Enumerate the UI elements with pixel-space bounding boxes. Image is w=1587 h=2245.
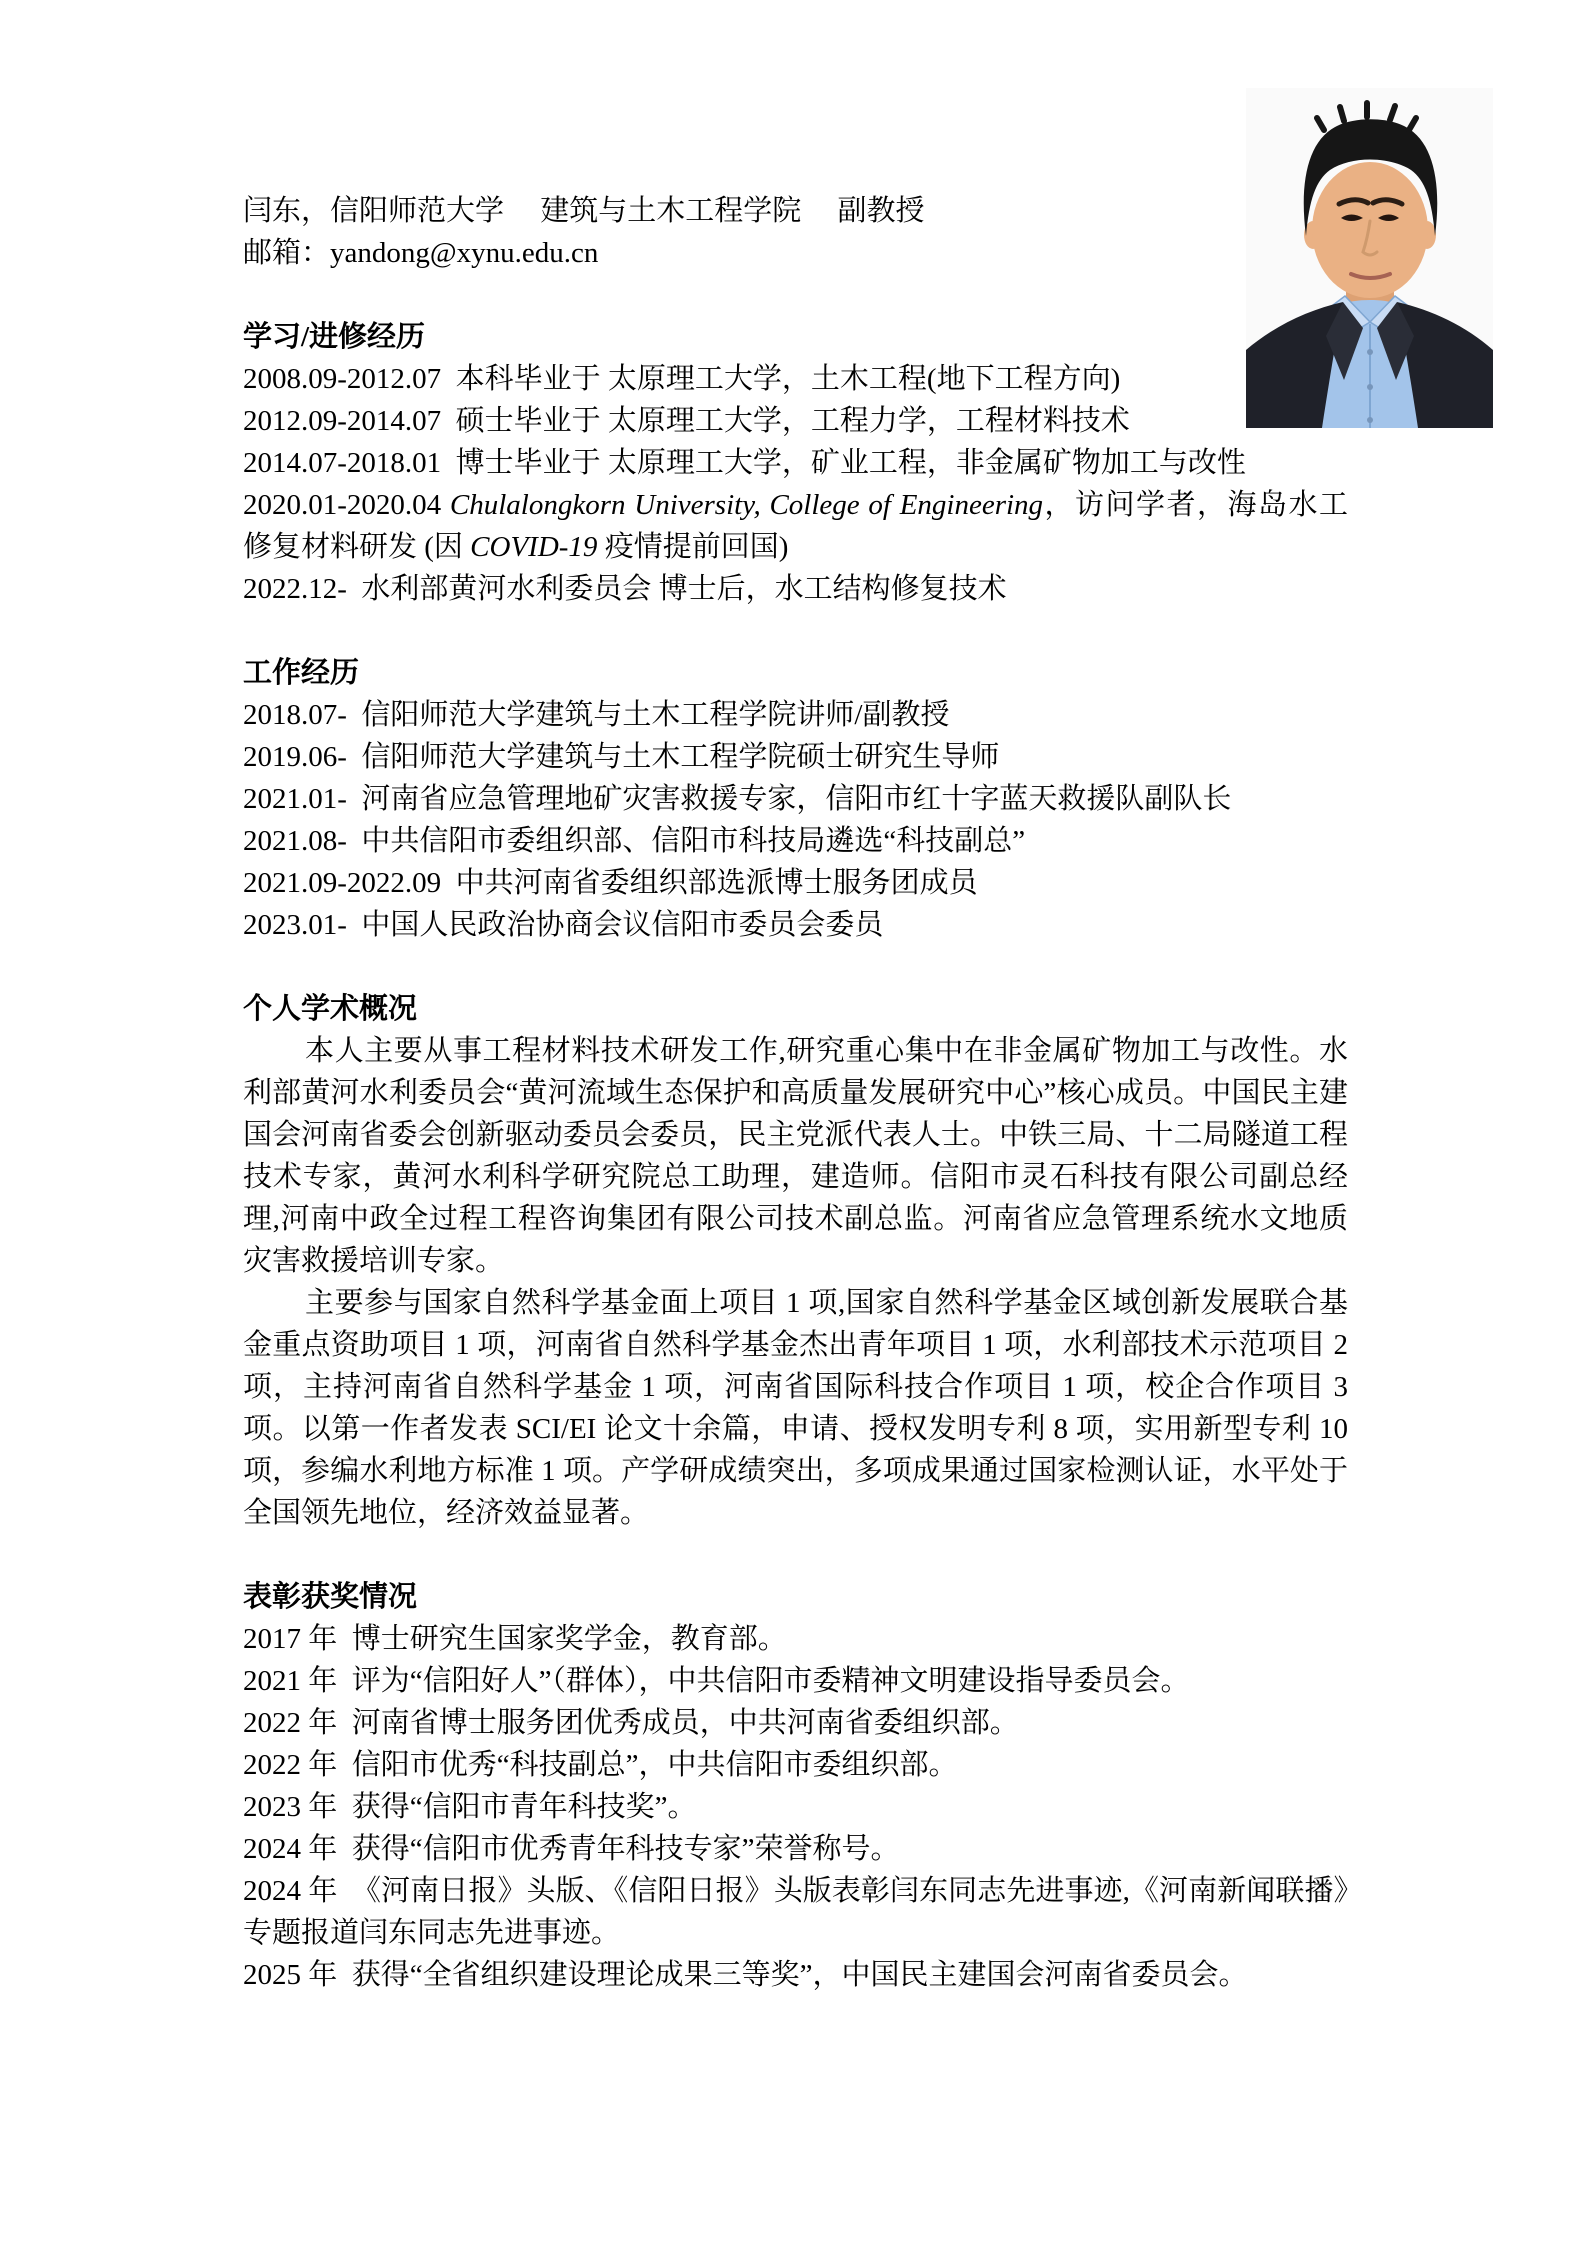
section-education bbox=[243, 316, 1348, 610]
academic-paragraph: 本人主要从事工程材料技术研发工作,研究重心集中在非金属矿物加工与改性。水利部黄河水利委员会“黄河流域生态保护和高质量发展研究中心”核心成员。中国民主建国会河南省委会创新驱动委员会委员，民主党派代表人士。中铁三局、十二局隧道工程技术专家，黄河水利科学研究院总工助理，建造师。信阳市灵石科技有限公司副总经理,河南中政全过程工程咨询集团有限公司技术副总监。河南省应急管理系统水文地质灾害救援培训专家。 bbox=[243, 1035, 1348, 1277]
work-entry: 2021.08- 中共信阳市委组织部、信阳市科技局遴选“科技副总” bbox=[243, 825, 1026, 857]
education-entry: 2022.12- 水利部黄河水利委员会 博士后，水工结构修复技术 bbox=[243, 573, 1007, 605]
award-entries bbox=[243, 1618, 1348, 1996]
resume-content bbox=[243, 190, 1348, 1996]
award-entry: 2025 年 获得“全省组织建设理论成果三等奖”，中国民主建国会河南省委员会。 bbox=[243, 1959, 1248, 1991]
text-run: ，访问学者，海岛水工修复材料研发 (因 bbox=[243, 489, 1348, 563]
section-academic-overview bbox=[243, 988, 1348, 1534]
shirt-button bbox=[1367, 417, 1373, 423]
text-run: 疫情提前回国) bbox=[597, 531, 789, 563]
shirt-button bbox=[1367, 384, 1373, 390]
section-awards bbox=[243, 1576, 1348, 1996]
education-entries bbox=[243, 358, 1348, 610]
text-run: 2020.01-2020.04 bbox=[243, 489, 450, 521]
academic-paragraph: 主要参与国家自然科学基金面上项目 1 项,国家自然科学基金区域创新发展联合基金重点资助项目 1 项，河南省自然科学基金杰出青年项目 1 项，水利部技术示范项目 2 项，主持河南省自然科学基金 1 项，河南省国际科技合作项目 1 项，校企合作项目 3 项。以第一作者发表 SCI/EI 论文十余篇，申请、授权发明专利 8 项，实用新型专利 10 项，参编水利地方标准 1 项。产学研成绩突出，多项成果通过国家检测认证，水平处于全国领先地位，经济效益显著。 bbox=[243, 1287, 1348, 1529]
work-entry: 2021.01- 河南省应急管理地矿灾害救援专家，信阳市红十字蓝天救援队副队长 bbox=[243, 783, 1232, 815]
work-entry: 2023.01- 中国人民政治协商会议信阳市委员会委员 bbox=[243, 909, 884, 941]
section-academic-title: 个人学术概况 bbox=[243, 993, 418, 1025]
award-entry: 2023 年 获得“信阳市青年科技奖”。 bbox=[243, 1791, 697, 1823]
italic-text-run: COVID-19 bbox=[470, 531, 598, 563]
work-entry: 2021.09-2022.09 中共河南省委组织部选派博士服务团成员 bbox=[243, 867, 978, 899]
education-entry: 2012.09-2014.07 硕士毕业于 太原理工大学，工程力学，工程材料技术 bbox=[243, 405, 1130, 437]
award-entry: 2022 年 信阳市优秀“科技副总”，中共信阳市委组织部。 bbox=[243, 1749, 958, 1781]
work-entry: 2018.07- 信阳师范大学建筑与土木工程学院讲师/副教授 bbox=[243, 699, 950, 731]
education-entry: 2008.09-2012.07 本科毕业于 太原理工大学，土木工程(地下工程方向) bbox=[243, 363, 1121, 395]
academic-paragraphs bbox=[243, 1030, 1348, 1534]
award-entry: 2022 年 河南省博士服务团优秀成员，中共河南省委组织部。 bbox=[243, 1707, 1019, 1739]
award-entry: 2024 年 《河南日报》头版、《信阳日报》头版表彰闫东同志先进事迹,《河南新闻联播》专题报道闫东同志先进事迹。 bbox=[243, 1875, 1348, 1949]
italic-text-run: Chulalongkorn University, College of Engineering bbox=[449, 489, 1044, 521]
section-education-title: 学习/进修经历 bbox=[243, 321, 426, 353]
shirt-button bbox=[1367, 349, 1373, 355]
section-work-title: 工作经历 bbox=[243, 657, 360, 689]
award-entry: 2017 年 博士研究生国家奖学金，教育部。 bbox=[243, 1623, 787, 1655]
email-line: 邮箱：yandong@xynu.edu.cn bbox=[243, 237, 599, 269]
education-entry bbox=[243, 484, 1348, 568]
education-entry: 2014.07-2018.01 博士毕业于 太原理工大学，矿业工程，非金属矿物加工与改性 bbox=[243, 447, 1246, 479]
work-entry: 2019.06- 信阳师范大学建筑与土木工程学院硕士研究生导师 bbox=[243, 741, 1000, 773]
profile-photo bbox=[1246, 88, 1493, 428]
work-entries bbox=[243, 694, 1348, 946]
award-entry: 2021 年 评为“信阳好人”（群体），中共信阳市委精神文明建设指导委员会。 bbox=[243, 1665, 1190, 1697]
portrait-photo-graphic bbox=[1246, 88, 1493, 428]
section-work bbox=[243, 652, 1348, 946]
award-entry: 2024 年 获得“信阳市优秀青年科技专家”荣誉称号。 bbox=[243, 1833, 900, 1865]
name-title-line: 闫东，信阳师范大学 建筑与土木工程学院 副教授 bbox=[243, 195, 925, 227]
section-awards-title: 表彰获奖情况 bbox=[243, 1581, 418, 1613]
